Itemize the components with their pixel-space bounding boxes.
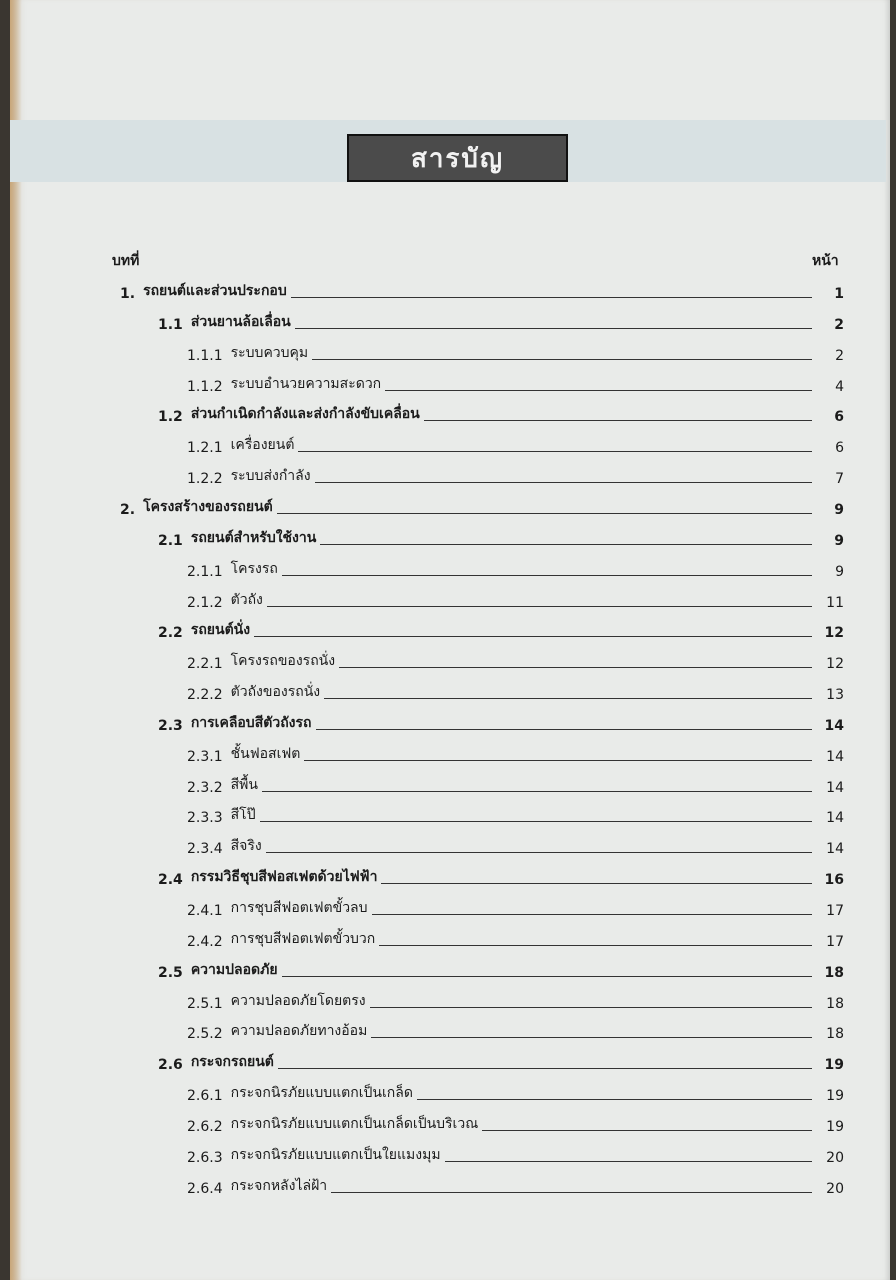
toc-entry-number: 2.6.4 bbox=[187, 1181, 223, 1197]
leader-line bbox=[266, 851, 812, 853]
toc-entry-page: 18 bbox=[826, 996, 844, 1012]
leader-line bbox=[372, 913, 812, 915]
toc-entry-label: เครื่องยนต์ bbox=[230, 437, 295, 453]
toc-entry-number: 1. bbox=[120, 286, 136, 302]
toc-entry-page: 2 bbox=[835, 348, 844, 364]
toc-entry-number: 2.3.4 bbox=[187, 841, 223, 857]
toc-entry-label: ชั้นฟอสเฟต bbox=[230, 746, 301, 762]
toc-entry-page: 19 bbox=[824, 1057, 844, 1073]
toc-entry-page: 11 bbox=[826, 595, 844, 611]
toc-entry bbox=[187, 652, 844, 672]
toc-entry bbox=[158, 961, 844, 981]
toc-entry-number: 1.1.1 bbox=[187, 348, 223, 364]
leader-line bbox=[291, 296, 812, 298]
toc-entry bbox=[187, 930, 844, 950]
toc-entry-page: 14 bbox=[826, 780, 844, 796]
toc-entry-number: 2.3.2 bbox=[187, 780, 223, 796]
toc-entry-label: โครงรถ bbox=[230, 561, 278, 577]
toc-entry-number: 1.1 bbox=[158, 317, 183, 333]
leader-line bbox=[424, 419, 812, 421]
toc-entry-number: 2.6.1 bbox=[187, 1088, 223, 1104]
toc-entry bbox=[187, 683, 844, 703]
toc-entry-number: 1.2.1 bbox=[187, 440, 223, 456]
toc-entry-label: โครงสร้างของรถยนต์ bbox=[143, 499, 273, 515]
toc-entry-label: กระจกนิรภัยแบบแตกเป็นเกล็ด bbox=[230, 1085, 413, 1101]
toc-entry-number: 2.3 bbox=[158, 718, 183, 734]
title-box bbox=[347, 134, 568, 182]
toc-entry-number: 2.2.1 bbox=[187, 656, 223, 672]
toc-entry bbox=[158, 405, 844, 425]
leader-line bbox=[320, 543, 812, 545]
toc-entry-label: การเคลือบสีตัวถังรถ bbox=[190, 715, 312, 731]
toc-entry-page: 9 bbox=[834, 533, 844, 549]
toc-entry-number: 2.5.1 bbox=[187, 996, 223, 1012]
leader-line bbox=[370, 1006, 812, 1008]
toc-entry-page: 14 bbox=[826, 841, 844, 857]
toc-entry-page: 16 bbox=[824, 872, 844, 888]
toc-entry-number: 2.1 bbox=[158, 533, 183, 549]
toc-entry-number: 1.2 bbox=[158, 409, 183, 425]
toc-entry bbox=[187, 837, 844, 857]
toc-entry-label: กระจกหลังไล่ฝ้า bbox=[230, 1178, 328, 1194]
leader-line bbox=[417, 1098, 812, 1100]
leader-line bbox=[381, 882, 812, 884]
toc-entry-page: 14 bbox=[826, 749, 844, 765]
toc-entry-number: 2. bbox=[120, 502, 136, 518]
toc-entry bbox=[187, 467, 844, 487]
toc-entry-label: สีโป๊ bbox=[230, 807, 256, 823]
toc-entry-label: สีจริง bbox=[230, 838, 262, 854]
toc-entry-number: 2.4 bbox=[158, 872, 183, 888]
toc-entry-number: 2.6.3 bbox=[187, 1150, 223, 1166]
toc-entry-page: 9 bbox=[834, 502, 844, 518]
toc-entry-label: ส่วนกำเนิดกำลังและส่งกำลังขับเคลื่อน bbox=[190, 406, 420, 422]
toc-entry-number: 2.5 bbox=[158, 965, 183, 981]
toc-entry-number: 2.3.3 bbox=[187, 810, 223, 826]
leader-line bbox=[277, 512, 812, 514]
leader-line bbox=[282, 975, 812, 977]
toc-entry-label: กระจกนิรภัยแบบแตกเป็นใยแมงมุม bbox=[230, 1147, 441, 1163]
leader-line bbox=[267, 605, 812, 607]
leader-line bbox=[262, 790, 812, 792]
toc-entry-page: 19 bbox=[826, 1119, 844, 1135]
toc-entry-page: 19 bbox=[826, 1088, 844, 1104]
leader-line bbox=[339, 666, 812, 668]
page-edge-stain bbox=[10, 0, 22, 1280]
leader-line bbox=[304, 759, 812, 761]
toc-entry-number: 2.1.1 bbox=[187, 564, 223, 580]
toc-entry bbox=[187, 591, 844, 611]
toc-entry-label: รถยนต์สำหรับใช้งาน bbox=[190, 530, 317, 546]
toc-entry-page: 6 bbox=[835, 440, 844, 456]
toc-entry-number: 2.5.2 bbox=[187, 1026, 223, 1042]
toc-entry bbox=[158, 529, 844, 549]
toc-entry-label: ตัวถังของรถนั่ง bbox=[230, 684, 321, 700]
toc-entry-page: 20 bbox=[826, 1181, 844, 1197]
toc-entry-page: 14 bbox=[826, 810, 844, 826]
toc-entry-page: 9 bbox=[835, 564, 844, 580]
leader-line bbox=[282, 574, 812, 576]
toc-entry-label: โครงรถของรถนั่ง bbox=[230, 653, 336, 669]
toc-entry bbox=[187, 375, 844, 395]
toc-entry bbox=[187, 745, 844, 765]
leader-line bbox=[312, 358, 812, 360]
toc-entry bbox=[187, 899, 844, 919]
toc-entry bbox=[158, 621, 844, 641]
toc-entry-number: 2.4.2 bbox=[187, 934, 223, 950]
toc-entry-page: 2 bbox=[834, 317, 844, 333]
toc-entry-number: 2.2 bbox=[158, 625, 183, 641]
chapter-column-header: บทที่ bbox=[112, 253, 140, 269]
leader-line bbox=[331, 1191, 812, 1193]
leader-line bbox=[298, 450, 812, 452]
toc-entry bbox=[187, 1084, 844, 1104]
toc-entry-number: 2.6 bbox=[158, 1057, 183, 1073]
toc-entry-label: การชุบสีฟอตเฟตขั้วลบ bbox=[230, 900, 368, 916]
leader-line bbox=[324, 697, 812, 699]
toc-entry bbox=[187, 806, 844, 826]
toc-entry-number: 2.2.2 bbox=[187, 687, 223, 703]
toc-entry-label: กรรมวิธีชุบสีฟอสเฟตด้วยไฟฟ้า bbox=[190, 869, 378, 885]
toc-entry-page: 13 bbox=[826, 687, 844, 703]
toc-entry-label: ความปลอดภัย bbox=[190, 962, 278, 978]
toc-entry bbox=[187, 1115, 844, 1135]
toc-entry-page: 20 bbox=[826, 1150, 844, 1166]
toc-entry-label: ระบบอำนวยความสะดวก bbox=[230, 376, 382, 392]
toc-entry bbox=[187, 1177, 844, 1197]
toc-entry bbox=[187, 344, 844, 364]
toc-entry bbox=[158, 714, 844, 734]
toc-entry bbox=[158, 868, 844, 888]
toc-entry-label: ระบบควบคุม bbox=[230, 345, 309, 361]
leader-line bbox=[316, 728, 812, 730]
leader-line bbox=[260, 820, 812, 822]
toc-entry bbox=[158, 313, 844, 333]
leader-line bbox=[379, 944, 812, 946]
toc-entry-number: 2.1.2 bbox=[187, 595, 223, 611]
toc-entry-page: 14 bbox=[824, 718, 844, 734]
leader-line bbox=[371, 1036, 812, 1038]
toc-entry-page: 1 bbox=[834, 286, 844, 302]
toc-entry-number: 1.1.2 bbox=[187, 379, 223, 395]
toc-entry-page: 17 bbox=[826, 934, 844, 950]
toc-entry-number: 2.4.1 bbox=[187, 903, 223, 919]
toc-entry-label: กระจกนิรภัยแบบแตกเป็นเกล็ดเป็นบริเวณ bbox=[230, 1116, 479, 1132]
toc-entry-number: 2.3.1 bbox=[187, 749, 223, 765]
toc-entry-page: 18 bbox=[824, 965, 844, 981]
toc-entry bbox=[120, 282, 844, 302]
page-column-header: หน้า bbox=[812, 253, 839, 269]
toc-entry-label: สีพื้น bbox=[230, 777, 258, 793]
toc-entry-number: 1.2.2 bbox=[187, 471, 223, 487]
toc-entry-page: 17 bbox=[826, 903, 844, 919]
leader-line bbox=[254, 635, 812, 637]
toc-entry-page: 12 bbox=[826, 656, 844, 672]
toc-entry bbox=[187, 1146, 844, 1166]
toc-entry-page: 4 bbox=[835, 379, 844, 395]
toc-entry-label: กระจกรถยนต์ bbox=[190, 1054, 274, 1070]
toc-entry-page: 6 bbox=[834, 409, 844, 425]
leader-line bbox=[295, 327, 812, 329]
page-title: สารบัญ bbox=[410, 143, 505, 174]
toc-entry-label: ระบบส่งกำลัง bbox=[230, 468, 311, 484]
toc-entry bbox=[158, 1053, 844, 1073]
toc-entry-page: 18 bbox=[826, 1026, 844, 1042]
leader-line bbox=[315, 481, 812, 483]
toc-entry bbox=[187, 436, 844, 456]
toc-entry-label: ความปลอดภัยโดยตรง bbox=[230, 993, 366, 1009]
toc-entry-label: รถยนต์และส่วนประกอบ bbox=[143, 283, 287, 299]
toc-entry-label: ส่วนยานล้อเลื่อน bbox=[190, 314, 291, 330]
leader-line bbox=[445, 1160, 812, 1162]
toc-entry-number: 2.6.2 bbox=[187, 1119, 223, 1135]
toc-entry-label: ความปลอดภัยทางอ้อม bbox=[230, 1023, 368, 1039]
toc-entry bbox=[187, 776, 844, 796]
toc-entry bbox=[187, 992, 844, 1012]
toc-entry bbox=[120, 498, 844, 518]
toc-entry-page: 7 bbox=[835, 471, 844, 487]
leader-line bbox=[482, 1129, 812, 1131]
toc-entry-label: ตัวถัง bbox=[230, 592, 263, 608]
toc-entry-page: 12 bbox=[824, 625, 844, 641]
toc-entry-label: การชุบสีฟอตเฟตขั้วบวก bbox=[230, 931, 376, 947]
toc-entry bbox=[187, 560, 844, 580]
leader-line bbox=[385, 389, 812, 391]
toc-entry-label: รถยนต์นั่ง bbox=[190, 622, 251, 638]
leader-line bbox=[278, 1067, 812, 1069]
toc-entry bbox=[187, 1022, 844, 1042]
